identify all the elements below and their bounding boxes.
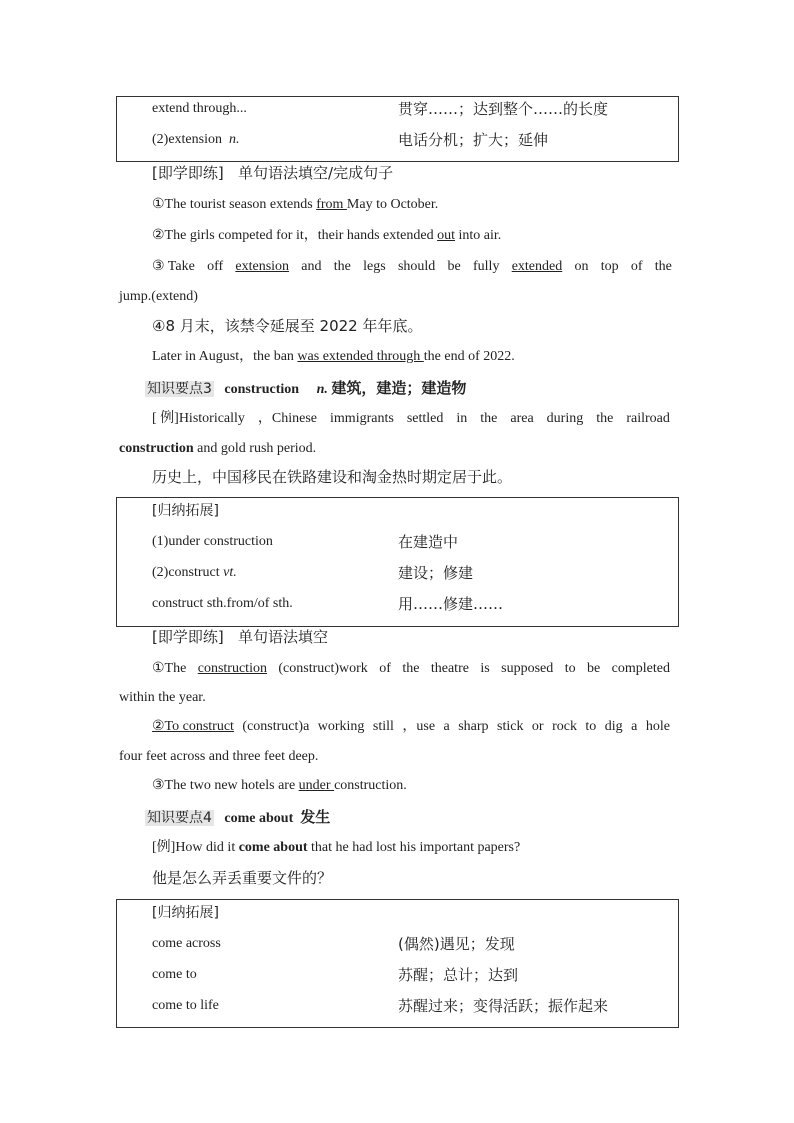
- practice-heading-2: [即学即练] 单句语法填空: [152, 628, 329, 646]
- practice2-sentence-1-cont: within the year.: [119, 690, 206, 705]
- practice1-sentence-3: ③ Take off extension and the legs should be fully extended on top of the: [152, 259, 672, 274]
- word-extension: (2)extension n.: [152, 132, 240, 147]
- practice2-sentence-2-cont: four feet across and three feet deep.: [119, 749, 319, 764]
- meaning-come-to: 苏醒；总计；达到: [398, 966, 519, 984]
- phrase-come-across: come across: [152, 936, 221, 951]
- phrase-come-to: come to: [152, 967, 197, 982]
- box2-heading: [归纳拓展]: [152, 503, 219, 519]
- meaning-extend-through: 贯穿……；达到整个……的长度: [398, 100, 609, 118]
- meaning-construct-from: 用……修建……: [398, 595, 504, 613]
- practice2-sentence-3: ③The two new hotels are under construction.: [152, 778, 407, 793]
- point3-example-cont: construction and gold rush period.: [119, 441, 317, 456]
- phrase-construct-from: construct sth.from/of sth.: [152, 596, 293, 611]
- point3-example-zh: 历史上，中国移民在铁路建设和淘金热时期定居于此。: [152, 468, 513, 486]
- meaning-come-across: (偶然)遇见；发现: [398, 935, 515, 953]
- practice1-sentence-4-zh: ④8 月末，该禁令延展至 2022 年年底。: [152, 317, 423, 335]
- practice2-sentence-2: ②To construct (construct)a working still ，use a sharp stick or rock to dig a hole: [152, 719, 670, 734]
- meaning-under-construction: 在建造中: [398, 533, 459, 551]
- meaning-extension: 电话分机；扩大；延伸: [398, 131, 549, 149]
- point4-example: [例]How did it come about that he had lost his important papers?: [152, 840, 521, 855]
- point3-example: [ 例]Historically ，Chinese immigrants settled in the area during the railroad: [152, 411, 670, 426]
- meaning-construct: 建设；修建: [398, 564, 474, 582]
- word-construct: (2)construct vt.: [152, 565, 237, 580]
- phrase-under-construction: (1)under construction: [152, 534, 273, 549]
- phrase-extend-through: extend through...: [152, 101, 247, 116]
- phrase-come-to-life: come to life: [152, 998, 219, 1013]
- knowledge-point-3: 知识要点3 construction n. 建筑，建造；建造物: [147, 379, 467, 397]
- practice-heading-1: [即学即练] 单句语法填空/完成句子: [152, 164, 394, 182]
- practice2-sentence-1: ①The construction (construct)work of the theatre is supposed to be completed: [152, 661, 670, 676]
- practice1-sentence-1: ①The tourist season extends from May to October.: [152, 197, 439, 212]
- knowledge-point-4: 知识要点4 come about 发生: [147, 808, 331, 826]
- practice1-sentence-2: ②The girls competed for it，their hands extended out into air.: [152, 228, 502, 243]
- meaning-come-to-life: 苏醒过来；变得活跃；振作起来: [398, 997, 609, 1015]
- point4-example-zh: 他是怎么弄丢重要文件的？: [152, 869, 333, 887]
- practice1-sentence-3-cont: jump.(extend): [119, 289, 198, 304]
- box3-heading: [归纳拓展]: [152, 905, 219, 921]
- practice1-sentence-4: Later in August，the ban was extended through the end of 2022.: [152, 349, 515, 364]
